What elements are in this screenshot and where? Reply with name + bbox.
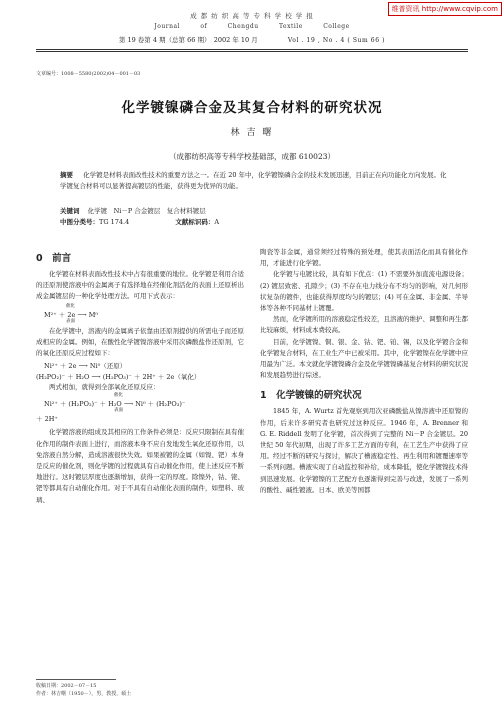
header-rule	[36, 49, 468, 50]
journal-title-en	[0, 23, 504, 30]
issue-line	[0, 35, 504, 44]
issue-en: Vol . 19 , No . 4 ( Sum 66 )	[287, 37, 386, 44]
paragraph: 化学镀在材料表面改性技术中占有很重要的地位。化学镀是利用合适的还原剂使溶液中的金属离子有选择地在经催化剂活化的表面上还原析出成金属镀层的一种化学处理方法。可用下式表示：	[36, 270, 244, 301]
keywords-label: 关键词	[60, 207, 80, 215]
equation-4	[44, 393, 244, 415]
paragraph: 化学镀溶液的组成及其相应的工作条件必须是：反应只限制在具有催化作用的制件表面上进行，而溶液本身不应自发地发生氧化还原作用，以免溶液自然分解，造成溶液很快失效。如果被镀的金属（如镍、钯）本身是反应的催化剂，则化学镀的过程就具有自动催化作用，使上述反应不断地进行。这时镀层厚度也逐渐增加，获得一定的厚度。除镍外，钴、铑、钯等都具有自动催化作用。对于不具有自动催化表面的制件，如塑料、玻璃、	[36, 428, 244, 504]
paragraph: 陶瓷等非金属，通常须经过特殊的预处理，使其表面活化而具有催化作用，才能进行化学镀。	[260, 248, 468, 268]
equation-3: (H₂PO₂)⁻ ＋ H₂O ⟶ (H₂PO₃)⁻ ＋ 2H⁺ ＋ 2e（氧化）	[36, 373, 201, 382]
abstract-block	[60, 170, 450, 192]
header-rule-2	[36, 51, 468, 52]
doc-code-value: A	[214, 218, 220, 226]
abstract-label: 摘要	[60, 171, 73, 179]
right-column	[260, 247, 468, 496]
author-name: 林 吉 曙	[230, 128, 274, 138]
paragraph: 在化学镀中，溶液内的金属离子依靠由还原剂提供的所需电子而还原成相应的金属。例如，在酸性化学镀镍溶液中采用次磷酸盐作还原剂，它的氧化还原反应过程如下：	[36, 326, 244, 358]
journal-en-word: of	[200, 23, 208, 30]
keywords-text: 化学镀 Ni－P 合金镀层 复合材料镀层	[87, 207, 206, 215]
journal-en-word: Journal	[154, 23, 180, 30]
equation-text: Ni²⁺ ＋ (H₂PO₂)⁻ ＋ H₂O ⟶ Ni⁰ ＋ (H₂PO₃)⁻	[44, 400, 186, 409]
left-column	[36, 250, 244, 506]
clc-value: TG 174.4	[99, 218, 130, 226]
equation-tail: ＋ 2H⁺	[36, 415, 58, 424]
footnote-author: 作者：林吉曙（1950－），男，教授，硕士	[36, 691, 132, 697]
footnote-rule	[36, 679, 116, 680]
classification-line	[60, 217, 450, 228]
equation-2: Ni²⁺ ＋ 2e ⟶ Ni⁰（还原）	[44, 362, 127, 371]
section-heading: 0 前言	[36, 253, 72, 264]
eq-bottom-label: 表面	[66, 318, 75, 324]
section-heading: 1 化学镀镍的研究状况	[260, 390, 362, 402]
author-affiliation: （成都纺织高等专科学校基础部，成都 610023）	[168, 152, 335, 161]
equation-1	[44, 304, 244, 326]
footnote-received: 收稿日期：2002－07－15	[36, 683, 97, 689]
paragraph: 化学镀与电镀比较，具有如下优点：(1) 不需要外加直流电源设备；(2) 镀层致密、孔隙少；(3) 不存在电力线分布不均匀的影响，对几何形状复杂的镀件，也能获得厚度均匀的镀层；(4) 可在金属、非金属、半导体等各种不同基材上镀覆。	[260, 270, 468, 313]
journal-en-word: Chengdu	[227, 23, 259, 30]
journal-en-word: Textile	[278, 23, 303, 30]
clc-label: 中图分类号：	[60, 218, 99, 226]
watermark-badge[interactable]: 维普资讯 http://www.cqvip.com	[388, 2, 502, 16]
paragraph: 然而，化学镀所用的溶液稳定性较差，且溶液的维护、调整和再生都比较麻烦，材料成本费较高。	[260, 315, 468, 335]
article-title: 化学镀镍磷合金及其复合材料的研究状况	[121, 100, 383, 116]
issue-cn: 第 19 卷第 4 期（总第 66 期） 2002 年 10 月	[118, 36, 258, 44]
keywords-line	[60, 206, 450, 217]
paragraph: 目前，化学镀镍、铜、银、金、钴、钯、铂、锡，以及化学镀合金和化学镀复合材料，在工业生产中已被采用。其中，化学镀镍在化学镀中应用最为广泛。本文就化学镀镍磷合金及化学镀镍磷基复合材料的研究状况和发展趋势进行综述。	[260, 337, 468, 380]
journal-title-cn: 成 都 纺 织 高 等 专 科 学 校 学 报	[190, 12, 314, 20]
abstract-text: 化学镀是材料表面改性技术的重要方法之一。在近 20 年中，化学镀镍磷合金的技术发展迅速，目前正在向功能化方向发展。化学镀复合材料可以显著提高镀层的性能，获得更为优异的功能。	[60, 171, 447, 190]
eq-top-label: 催化	[114, 393, 123, 399]
journal-en-word: College	[323, 23, 350, 30]
paragraph: 1845 年，A. Wurtz 首先观察到用次亚磷酸盐从镍溶液中还原镍的作用，后来许多研究者也研究过这种反应。1946 年，A. Brenner 和 G. E. Riddell 发明了化学镀，首次得到了完整的 Ni－P 合金镀层。20 世纪 50 年代初期，出现了许多工艺方面的专利，在工艺生产中获得了应用。经过不断的研究与探讨，解决了槽液稳定性、再生利用和镀覆速率等一系列问题。槽液实现了自动监控和补给，成本降低，使化学镀镍技术得到迅速发展。化学镀镍的工艺配方也逐渐得到完善与改进，发展了一系列的酸性、碱性镀液。日本、欧美等国都	[260, 407, 468, 494]
doc-code-label: 文献标识码：	[175, 218, 215, 226]
article-number: 文章编号：1008－5580(2002)04－001－03	[36, 71, 141, 77]
equation-text: M²⁺ ＋ 2e ⟶ M⁰	[44, 310, 99, 319]
eq-top-label: 催化	[66, 303, 75, 309]
paragraph: 两式相加，就得到全部氧化还原反应：	[49, 383, 160, 392]
eq-bottom-label: 表面	[114, 408, 123, 414]
